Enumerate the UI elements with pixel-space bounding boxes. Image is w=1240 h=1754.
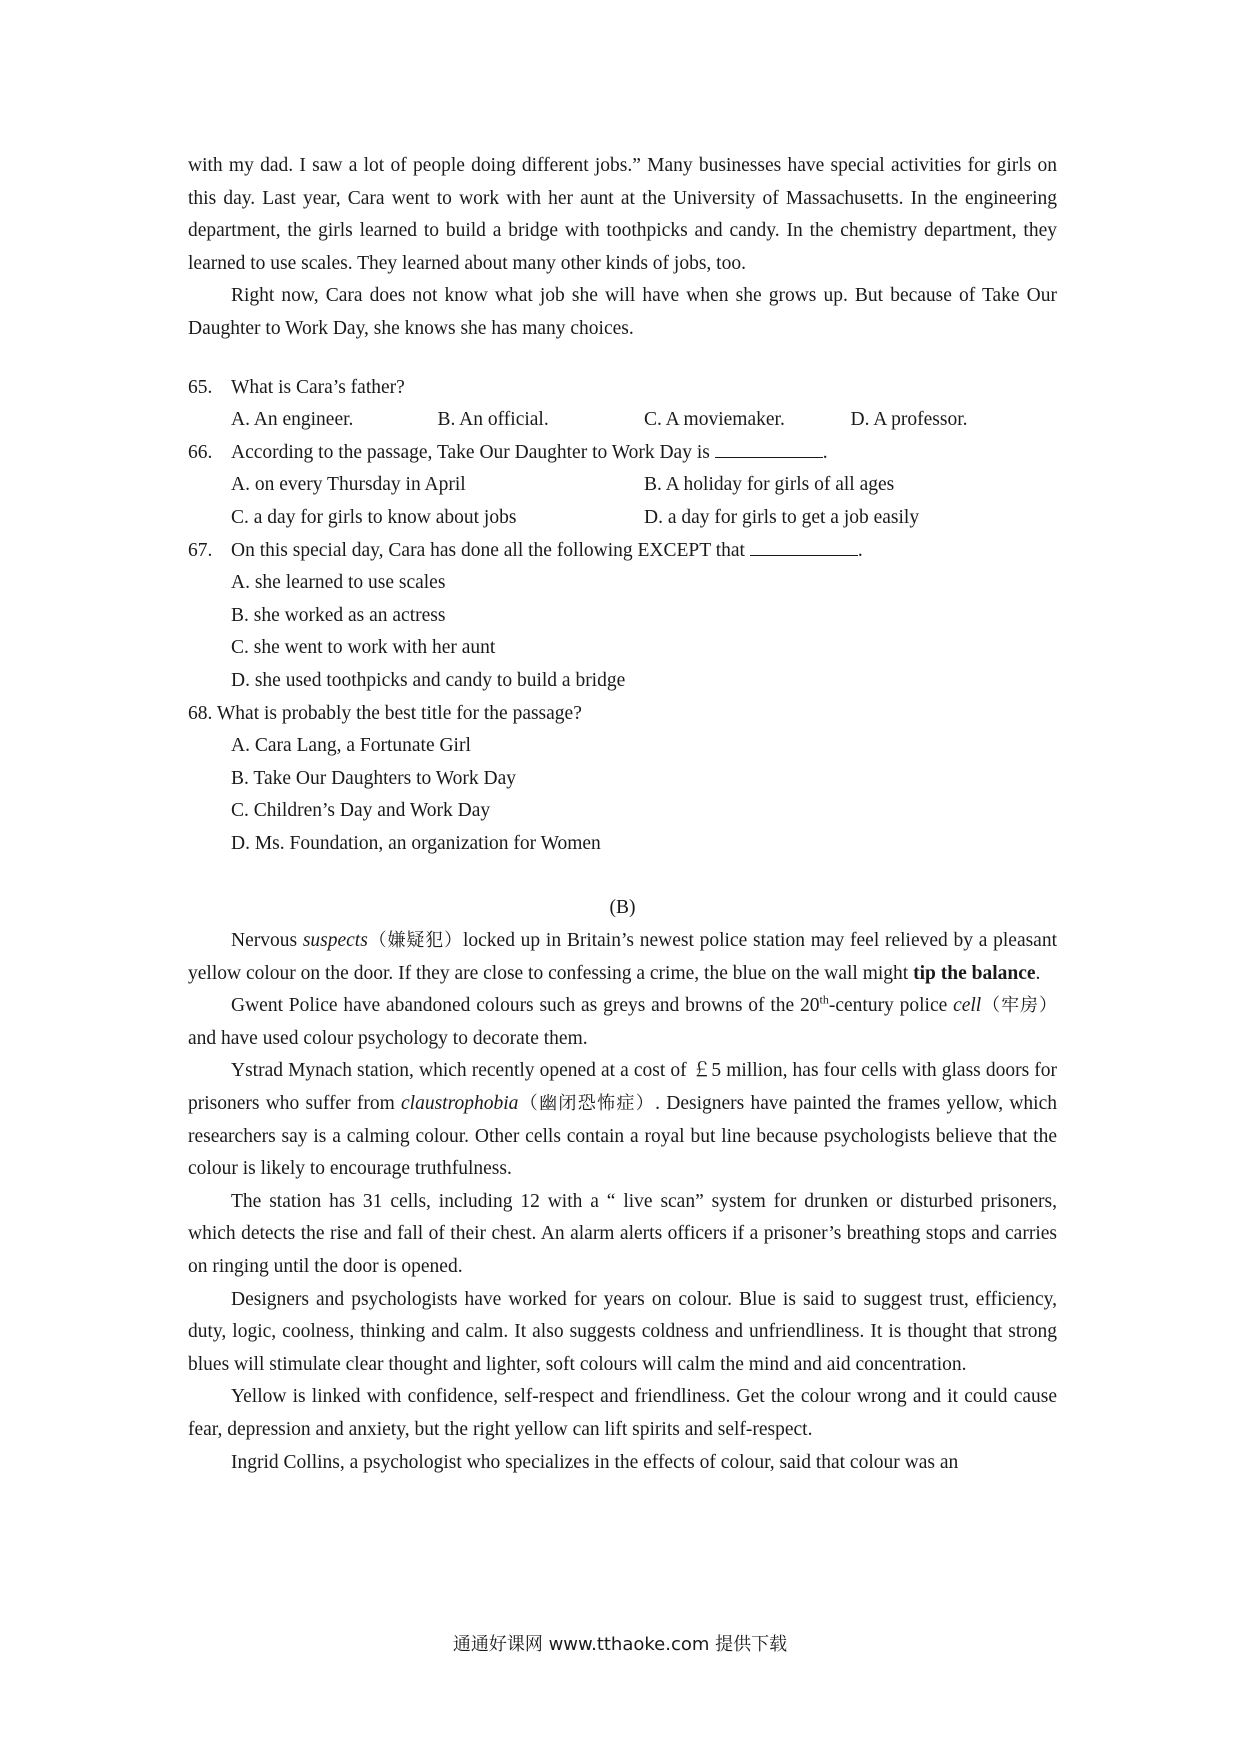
option-b: B. Take Our Daughters to Work Day — [231, 767, 516, 789]
chinese-gloss: （牢房） — [981, 995, 1057, 1017]
question-text: 68. What is probably the best title for the passage? — [188, 702, 582, 724]
passage-b-paragraph-3: Ystrad Mynach station, which recently opened at a cost of ￡5 million, has four cells with glass doors for prisoners who suffer from claustrophobia（幽闭恐怖症）. Designers have painted the frames yellow, which researchers say is a calming colour. Other cells contain a royal but line because psychologists believe that the colour is likely to encourage truthfulness. — [188, 1060, 1058, 1180]
passage-b-paragraph-1: Nervous suspects（嫌疑犯）locked up in Britain’s newest police station may feel relieved by a pleasant yellow colour on the door. If they are close to confessing a crime, the blue on the wall might tip the balance. — [188, 930, 1058, 984]
answer-blank — [715, 439, 823, 458]
option-b: B. An official. — [437, 409, 549, 431]
chinese-gloss: （嫌疑犯） — [367, 930, 463, 952]
option-d: D. she used toothpicks and candy to build a bridge — [231, 669, 626, 691]
option-d: D. a day for girls to get a job easily — [644, 506, 920, 528]
passage-b-paragraph-5: Designers and psychologists have worked for years on colour. Blue is said to suggest trust, efficiency, duty, logic, coolness, thinking and calm. It also suggests coldness and unfriendliness. It is thought that strong blues will stimulate clear thought and lighter, soft colours will calm the mind and aid concentration. — [188, 1288, 1057, 1375]
question-67 — [188, 535, 1057, 698]
question-number: 65. — [188, 376, 213, 398]
question-number: 67. — [188, 539, 213, 561]
option-c: C. a day for girls to know about jobs — [231, 506, 517, 528]
option-a: A. on every Thursday in April — [231, 474, 466, 496]
option-a: A. An engineer. — [231, 409, 354, 431]
section-heading: (B) — [609, 897, 636, 919]
question-text: What is Cara’s father? — [231, 376, 405, 398]
glossed-term: claustrophobia — [401, 1093, 519, 1115]
passage-b-paragraph-2: Gwent Police have abandoned colours such as greys and browns of the 20th-century police cell（牢房）and have used colour psychology to decorate them. — [188, 992, 1057, 1049]
option-b: B. A holiday for girls of all ages — [644, 474, 895, 496]
document-page — [188, 150, 1057, 1479]
question-end: . — [822, 441, 828, 463]
option-d: D. Ms. Foundation, an organization for Women — [231, 832, 601, 854]
option-c: C. she went to work with her aunt — [231, 637, 496, 659]
option-b: B. she worked as an actress — [231, 604, 446, 626]
option-a: A. she learned to use scales — [231, 572, 446, 594]
question-end: . — [857, 539, 863, 561]
answer-blank — [750, 537, 858, 556]
option-c: C. Children’s Day and Work Day — [231, 800, 491, 822]
question-number: 66. — [188, 441, 213, 463]
question-68 — [188, 698, 1057, 861]
option-a: A. Cara Lang, a Fortunate Girl — [231, 735, 471, 757]
question-text: On this special day, Cara has done all the following EXCEPT that — [231, 539, 745, 561]
glossed-term: suspects — [302, 930, 368, 952]
passage-a-paragraph-2: Right now, Cara does not know what job she will have when she grows up. But because of Take Our Daughter to Work Day, she knows she has many choices. — [188, 285, 1057, 339]
question-66 — [188, 437, 1057, 535]
passage-a-paragraph-1: with my dad. I saw a lot of people doing different jobs.” Many businesses have special activities for girls on this day. Last year, Cara went to work with her aunt at the University of Massachusetts. In the engineering department, the girls learned to build a bridge with toothpicks and candy. In the chemistry department, they learned to use scales. They learned about many other kinds of jobs, too. — [188, 155, 1057, 274]
page-footer: 通通好课网 www.tthaoke.com 提供下载 — [452, 1634, 788, 1655]
bold-phrase: tip the balance — [913, 962, 1036, 984]
passage-b-paragraph-7: Ingrid Collins, a psychologist who specializes in the effects of colour, said that colour was an — [231, 1451, 959, 1473]
question-65 — [188, 372, 1057, 437]
chinese-gloss: （幽闭恐怖症） — [518, 1093, 656, 1115]
passage-b-paragraph-6: Yellow is linked with confidence, self-respect and friendliness. Get the colour wrong and it could cause fear, depression and anxiety, but the right yellow can lift spirits and self-respect. — [188, 1386, 1057, 1440]
passage-b-paragraph-4: The station has 31 cells, including 12 with a “ live scan” system for drunken or disturbed prisoners, which detects the rise and fall of their chest. An alarm alerts officers if a prisoner’s breathing stops and carries on ringing until the door is opened. — [188, 1190, 1057, 1277]
option-d: D. A professor. — [850, 409, 968, 431]
option-c: C. A moviemaker. — [644, 409, 785, 431]
glossed-term: cell — [953, 995, 982, 1017]
question-text: According to the passage, Take Our Daughter to Work Day is — [231, 441, 710, 463]
